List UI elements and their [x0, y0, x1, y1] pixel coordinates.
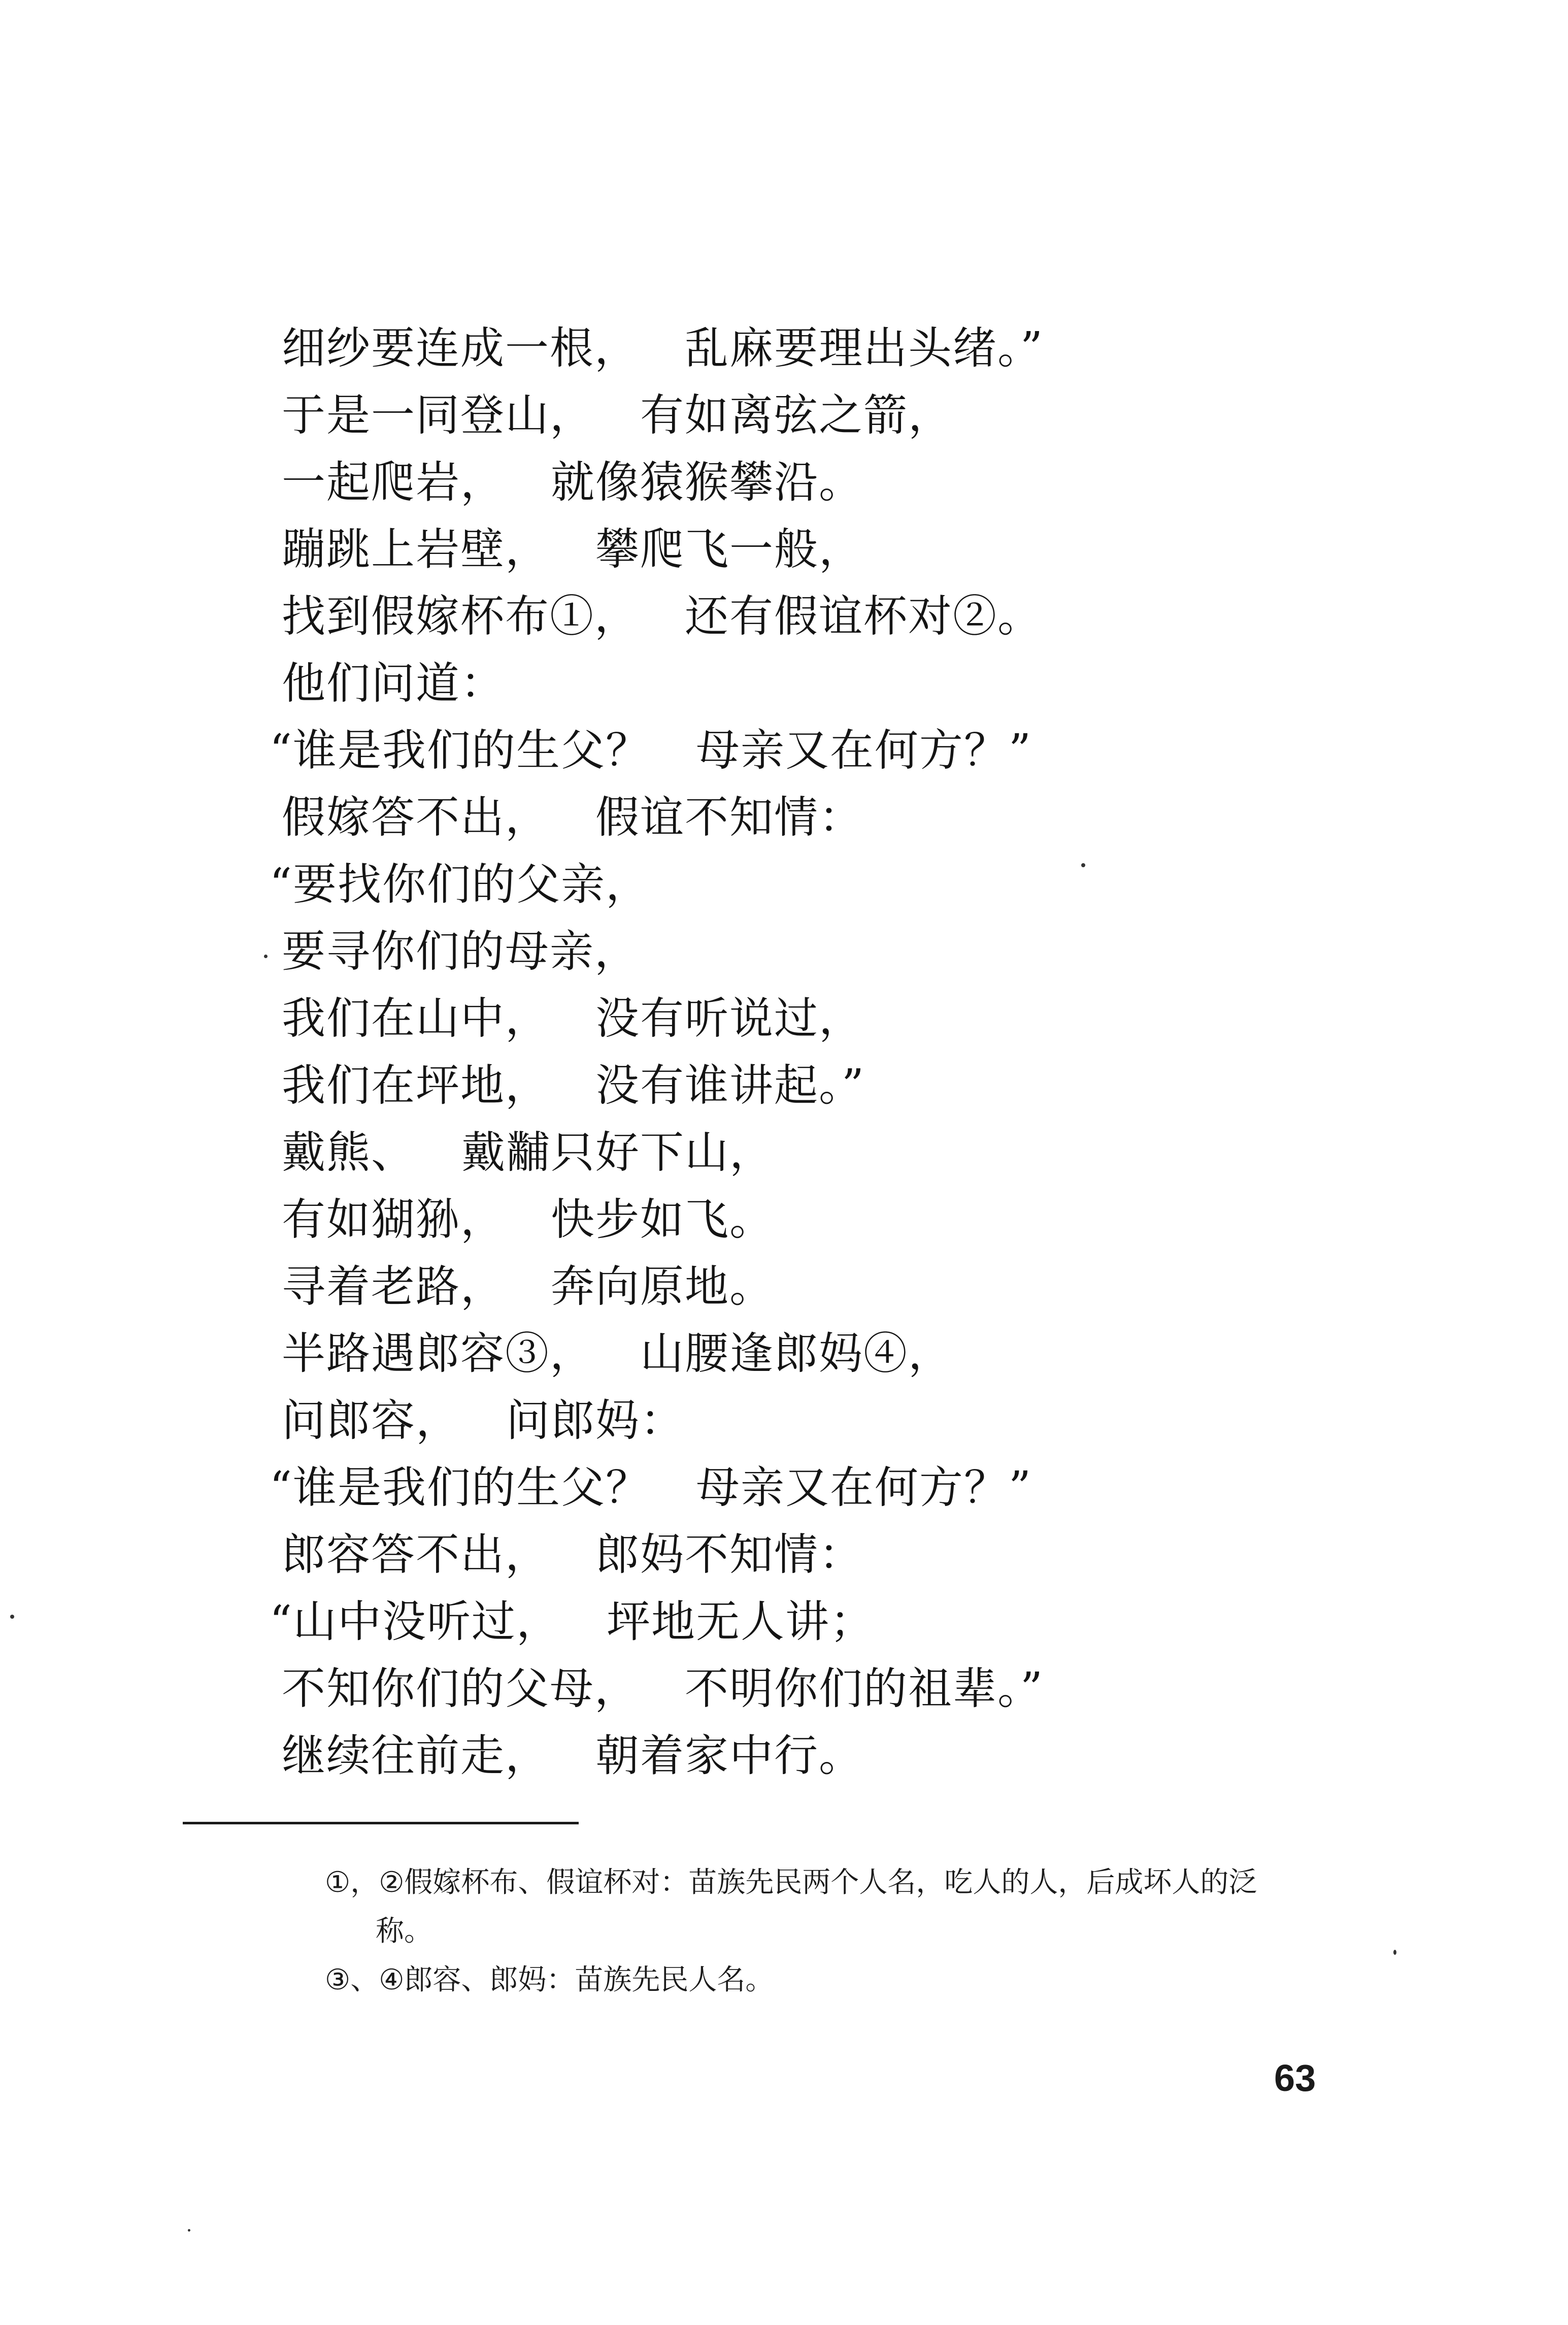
- poem-line-second-half: 还有假谊杯对②。: [685, 591, 1042, 642]
- poem-line-first-half: “谁是我们的生父？: [270, 725, 650, 776]
- poem-line-second-half: 坪地无人讲；: [606, 1596, 875, 1647]
- poem-line-second-half: 有如离弦之箭，: [640, 390, 953, 441]
- scan-speck: [264, 955, 268, 958]
- poem-line-first-half: 一起爬岩，: [282, 457, 505, 508]
- footnote-line-1: ①，②假嫁杯布、假谊杯对：苗族先民两个人名，吃人的人，后成坏人的泛: [325, 1866, 1257, 1899]
- poem-body: [270, 315, 1398, 1789]
- poem-line-second-half: 就像猿猴攀沿。: [551, 457, 863, 508]
- poem-line: [282, 1119, 1398, 1186]
- poem-line-first-half: “要找你们的父亲，: [270, 859, 650, 910]
- poem-line-second-half: 快步如飞。: [551, 1194, 774, 1245]
- poem-line: [282, 1521, 1398, 1588]
- poem-line: [270, 1454, 1398, 1521]
- poem-line: [282, 583, 1398, 650]
- poem-line-second-half: 没有听说过，: [595, 993, 863, 1044]
- poem-line-first-half: “谁是我们的生父？: [270, 1462, 650, 1513]
- poem-line-second-half: 没有谁讲起。”: [595, 1060, 865, 1111]
- poem-line: [282, 918, 1398, 985]
- poem-line: [282, 650, 1398, 717]
- poem-line-second-half: 问郎妈：: [506, 1395, 685, 1446]
- poem-line-first-half: 不知你们的父母，: [282, 1663, 639, 1714]
- poem-line-first-half: 寻着老路，: [282, 1261, 505, 1312]
- poem-line-first-half: 继续往前走，: [282, 1730, 550, 1781]
- poem-line-first-half: 我们在坪地，: [282, 1060, 550, 1111]
- scan-speck: [1081, 863, 1085, 867]
- poem-line-second-half: 朝着家中行。: [595, 1730, 863, 1781]
- poem-line: [282, 1253, 1398, 1320]
- poem-line: [282, 382, 1398, 449]
- poem-line: [282, 985, 1398, 1052]
- poem-line-second-half: 戴黼只好下山，: [461, 1127, 774, 1178]
- scan-speck: [1393, 1950, 1396, 1955]
- scan-speck: [188, 2229, 190, 2232]
- poem-line-first-half: 他们问道：: [282, 658, 505, 709]
- poem-line: [282, 1052, 1398, 1119]
- poem-line: [282, 315, 1398, 382]
- page-number: 63: [1274, 2057, 1316, 2099]
- poem-line-second-half: 假谊不知情：: [595, 792, 863, 843]
- poem-line-first-half: 假嫁答不出，: [282, 792, 550, 843]
- poem-line: [282, 1387, 1398, 1454]
- poem-line: [270, 1588, 1398, 1655]
- poem-line: [282, 1655, 1398, 1722]
- poem-line-second-half: 母亲又在何方？”: [695, 725, 1032, 776]
- poem-line-second-half: 乱麻要理出头绪。”: [685, 323, 1044, 374]
- poem-line: [282, 784, 1398, 851]
- poem-line: [270, 851, 1398, 918]
- poem-line-first-half: 要寻你们的母亲，: [282, 926, 639, 977]
- poem-line-first-half: “山中没听过，: [270, 1596, 561, 1647]
- poem-line-first-half: 半路遇郎容③，: [282, 1328, 594, 1379]
- poem-line-second-half: 不明你们的祖辈。”: [685, 1663, 1044, 1714]
- poem-line-first-half: 有如猢狲，: [282, 1194, 505, 1245]
- poem-line-first-half: 找到假嫁杯布①，: [282, 591, 639, 642]
- poem-line: [282, 1320, 1398, 1387]
- poem-line-first-half: 细纱要连成一根，: [282, 323, 639, 374]
- poem-line-first-half: 我们在山中，: [282, 993, 550, 1044]
- poem-line-first-half: 于是一同登山，: [282, 390, 594, 441]
- footnote-divider: [183, 1822, 579, 1824]
- poem-line: [282, 449, 1398, 516]
- poem-line: [282, 1722, 1398, 1789]
- poem-line-second-half: 郎妈不知情：: [595, 1529, 863, 1580]
- scan-speck: [10, 1615, 14, 1619]
- poem-line-second-half: 攀爬飞一般，: [595, 524, 863, 575]
- poem-line-first-half: 问郎容，: [282, 1395, 460, 1446]
- poem-line-second-half: 奔向原地。: [551, 1261, 774, 1312]
- poem-line-second-half: 母亲又在何方？”: [695, 1462, 1032, 1513]
- footnote-line-3: ③、④郎容、郎妈：苗族先民人名。: [325, 1963, 774, 1996]
- poem-line-first-half: 蹦跳上岩壁，: [282, 524, 550, 575]
- poem-line-first-half: 戴熊、: [282, 1127, 416, 1178]
- poem-line-second-half: 山腰逢郎妈④，: [640, 1328, 953, 1379]
- poem-line: [282, 1186, 1398, 1253]
- poem-line: [282, 516, 1398, 583]
- poem-line: [270, 717, 1398, 784]
- footnote-line-2: 称。: [376, 1915, 432, 1948]
- footnotes: [325, 1858, 1416, 2005]
- poem-line-first-half: 郎容答不出，: [282, 1529, 550, 1580]
